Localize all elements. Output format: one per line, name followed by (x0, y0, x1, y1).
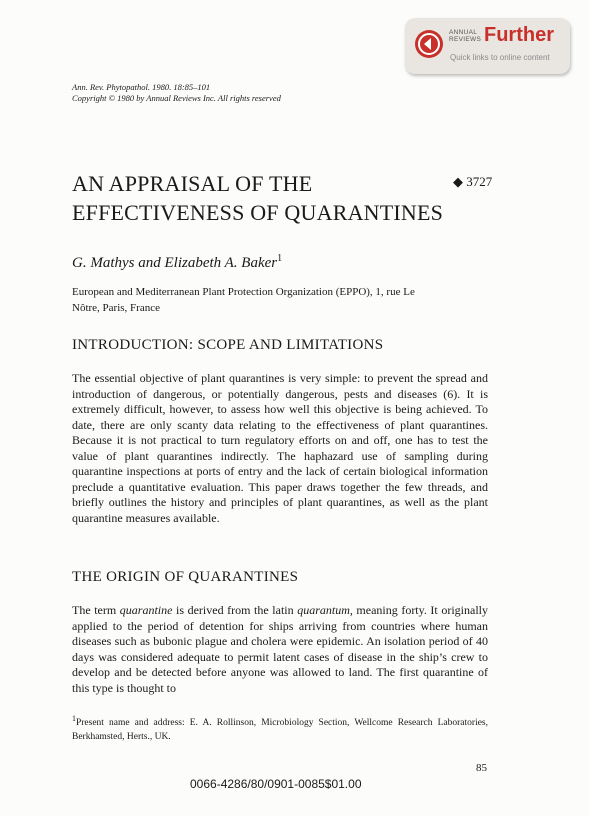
origin-text-2: is derived from the latin (172, 603, 298, 617)
further-logo-icon (415, 30, 443, 58)
section-heading-origin: THE ORIGIN OF QUARANTINES (72, 569, 299, 585)
citation (72, 82, 281, 104)
author-footnote-mark[interactable]: 1 (277, 253, 283, 264)
origin-text-1: The term (72, 603, 120, 617)
section-heading-introduction: INTRODUCTION: SCOPE AND LIMITATIONS (72, 337, 384, 353)
badge-subtitle: Quick links to online content (450, 53, 550, 62)
badge-annual-reviews-text (449, 29, 481, 43)
citation-line-2: Copyright © 1980 by Annual Reviews Inc. All rights reserved (72, 93, 281, 103)
badge-reviews: REVIEWS (449, 36, 482, 43)
badge-annual: ANNUAL (449, 29, 478, 36)
affiliation-line-1: European and Mediterranean Plant Protection Organization (EPPO), 1, rue Le (72, 286, 415, 298)
citation-line-1: Ann. Rev. Phytopathol. 1980. 18:85–101 (72, 82, 211, 92)
annual-reviews-further-badge[interactable] (405, 18, 570, 74)
fee-code: 0066-4286/80/0901-0085$01.00 (190, 777, 362, 791)
article-code: ◆ 3727 (453, 174, 493, 189)
authors (72, 253, 282, 272)
origin-text-3: meaning forty. It originally applied to the period of detention for ships arriving from countries where human diseases such as bubonic plague and cholera were epidemic. An isolation period of 40 days was considered adequate to permit latent cases of disease in the ship’s crew to develop and be detected before anyone was allowed to land. The first quarantine of this type is thought to (72, 603, 488, 695)
section-body-origin (72, 603, 488, 696)
term-quarantum: quarantum, (297, 603, 353, 617)
footnote-text: Present name and address: E. A. Rollinson, Microbiology Section, Wellcome Research Laboratories, Berkhamsted, Herts., UK. (72, 718, 488, 743)
title-line-1: AN APPRAISAL OF THE (72, 171, 313, 196)
title-line-2: EFFECTIVENESS OF QUARANTINES (72, 200, 444, 225)
affiliation-line-2: Nôtre, Paris, France (72, 302, 160, 314)
footnote-mark: 1 (72, 714, 76, 723)
badge-further-word: Further (484, 24, 554, 46)
footnote (72, 712, 488, 744)
author-names: G. Mathys and Elizabeth A. Baker (72, 255, 278, 271)
term-quarantine: quarantine (119, 603, 173, 617)
section-body-introduction: The essential objective of plant quarantines is very simple: to prevent the spread and introduction of dangerous, or potentially dangerous, pests and diseases (6). It is extremely difficult, however, to assess how well this objective is being achieved. To date, there are only scanty data relating to the effectiveness of plant quarantines. Because it is not practical to turn regulatory efforts on and off, one has to test the value of plant quarantines indirectly. The haphazard use of sampling during quarantine inspections at ports of entry and the lack of certain biological information preclude a quantitative evaluation. This paper draws together the few threads, and briefly outlines the history and principles of plant quarantines, as well as the plant quarantine measures available. (72, 371, 488, 525)
page-number: 85 (476, 762, 487, 774)
article-title (72, 169, 443, 227)
affiliation (72, 284, 492, 316)
